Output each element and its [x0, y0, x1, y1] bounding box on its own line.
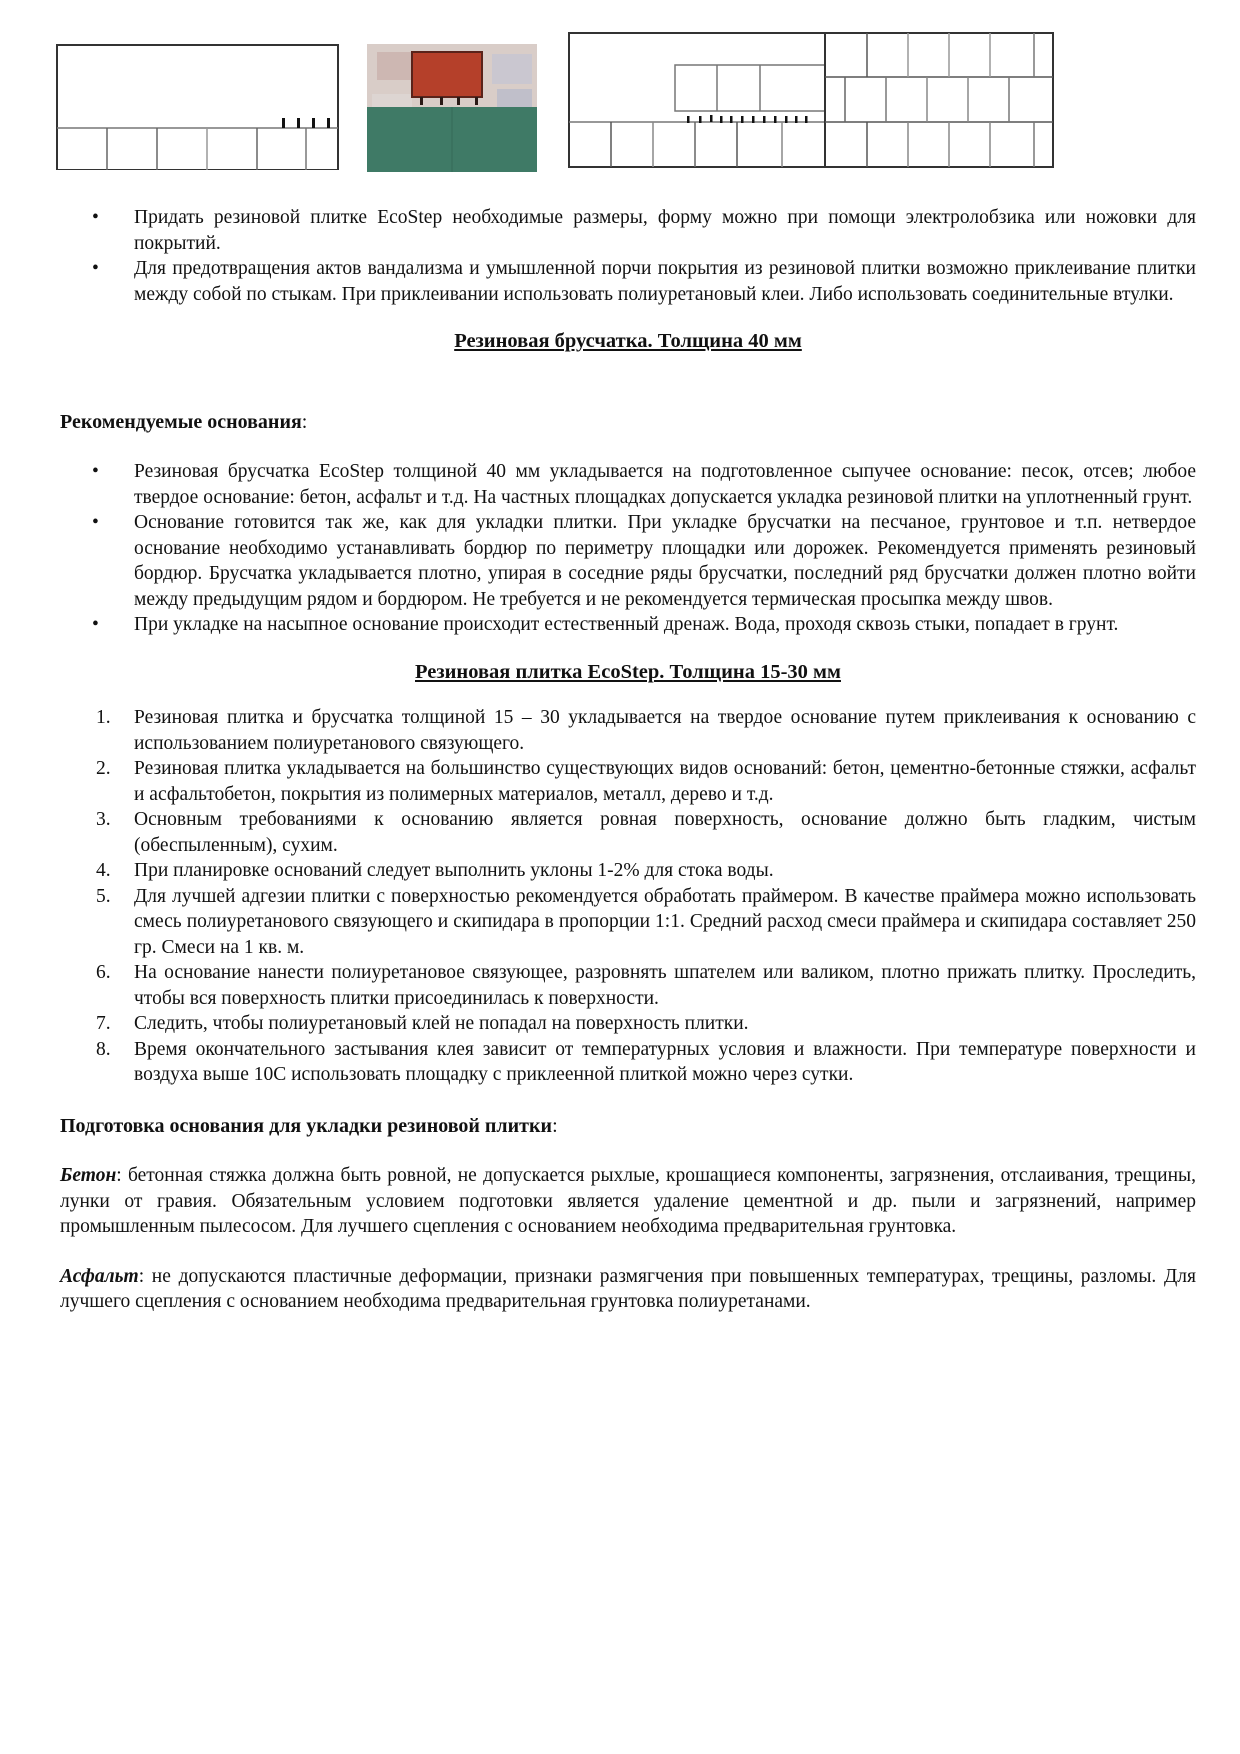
item-number: 8. — [96, 1038, 111, 1060]
list-item — [60, 1037, 1196, 1088]
item-number: 6. — [96, 962, 111, 983]
section-title: Резиновая брусчатка. Толщина 40 мм — [454, 330, 802, 352]
bullet-icon: • — [92, 614, 99, 635]
list-item-text: При укладке на насыпное основание происходит естественный дренаж. Вода, проходя сквозь стыки, попадает в грунт. — [134, 614, 1119, 635]
bullet-icon: • — [92, 461, 99, 482]
list-item-text: Следить, чтобы полиуретановый клей не попадал на поверхность плитки. — [134, 1013, 749, 1034]
section-title: Резиновая плитка EcoStep. Толщина 15-30 мм — [415, 660, 841, 683]
paragraph-text: : не допускаются пластичные деформации, признаки размягчения при повышенных температурах, трещины, разломы. Для лучшего сцепления с основанием необходима предварительная грунтовка полиуретанами. — [60, 1265, 1196, 1312]
subheading-text: Рекомендуемые основания — [60, 410, 302, 433]
list-item — [60, 807, 1196, 858]
list-item — [60, 459, 1196, 510]
subheading-colon: : — [301, 410, 308, 433]
list-item — [60, 1011, 1196, 1037]
paragraph-asphalt — [60, 1264, 1196, 1315]
list-item-text: Время окончательного застывания клея зависит от температурных условия и влажности. При температуре поверхности и воздуха выше 10С использовать площадку с приклеенной плиткой можно через сутки. — [134, 1038, 1196, 1085]
section-subheading — [60, 410, 1196, 436]
bullet-icon: • — [92, 512, 99, 533]
paragraph-lead: Асфальт — [60, 1265, 139, 1287]
item-number: 7. — [96, 1013, 111, 1034]
list-item — [60, 256, 1196, 307]
list-item — [60, 705, 1196, 756]
subheading-text: Подготовка основания для укладки резиновой плитки — [60, 1114, 553, 1137]
figures-row — [0, 40, 1240, 180]
item-number: 2. — [96, 758, 111, 779]
intro-bullet-list — [60, 205, 1196, 307]
list-item — [60, 510, 1196, 612]
bases-bullet-list — [60, 459, 1196, 638]
section-subheading — [60, 1114, 1196, 1140]
bullet-icon: • — [92, 207, 99, 228]
item-number: 1. — [96, 707, 111, 728]
list-item-text: Для предотвращения актов вандализма и умышленной порчи покрытия из резиновой плитки возможно приклеивание плитки между собой по стыкам. При приклеивании использовать полиуретановый клеи. Либо использовать соединительные втулки. — [134, 258, 1196, 305]
photo-red-tile-on-green — [367, 44, 537, 172]
list-item — [60, 756, 1196, 807]
list-item-text: Основание готовится так же, как для укладки плитки. При укладке брусчатки на песчаное, грунтовое и т.п. нетвердое основание необходимо устанавливать бордюр по периметру площадки или дорожек. Рекомендуется применять резиновый бордюр. Брусчатка укладывается плотно, упирая в соседние ряды брусчатки, последний ряд брусчатки должен плотно войти между предыдущим рядом и бордюром. Не требуется и не рекомендуется термическая просыпка между швов. — [134, 512, 1196, 610]
list-item-text: Для лучшей адгезии плитки с поверхностью рекомендуется обработать праймером. В качестве праймера можно использовать смесь полиуретанового связующего и скипидара в пропорции 1:1. Средний расход смеси праймера и скипидара составляет 250 гр. Смеси на 1 кв. м. — [134, 885, 1196, 958]
list-item — [60, 205, 1196, 256]
installation-steps-list — [60, 705, 1196, 1088]
list-item-text: Резиновая брусчатка EcoStep толщиной 40 мм укладывается на подготовленное сыпучее основание: песок, отсев; любое твердое основание: бетон, асфальт и т.д. На частных площадках допускается укладка резиновой плитки на уплотненный грунт. — [134, 461, 1196, 508]
item-number: 4. — [96, 860, 111, 881]
list-item — [60, 884, 1196, 961]
list-item-text: Резиновая плитка и брусчатка толщиной 15 – 30 укладывается на твердое основание путем приклеивания к основанию с использованием полиуретанового связующего. — [134, 707, 1196, 754]
paragraph-text: : бетонная стяжка должна быть ровной, не допускается рыхлые, крошащиеся компоненты, загрязнения, отслаивания, трещины, лунки от гравия. Обязательным условием подготовки является удаление цементной и др. пыли и загрязнений, например промышленным пылесосом. Для лучшего сцепления с основанием необходима предварительная грунтовка. — [60, 1165, 1196, 1237]
paragraph-concrete — [60, 1163, 1196, 1240]
document-body — [60, 205, 1196, 1315]
subheading-colon: : — [552, 1114, 558, 1137]
bullet-icon: • — [92, 258, 99, 279]
diagram-staggered-brick-pattern — [823, 31, 1055, 171]
list-item — [60, 612, 1196, 638]
list-item-text: На основание нанести полиуретановое связующее, разровнять шпателем или валиком, плотно прижать плитку. Проследить, чтобы вся поверхность плитки присоединилась к поверхности. — [134, 962, 1196, 1009]
list-item-text: При планировке оснований следует выполнить уклоны 1-2% для стока воды. — [134, 860, 774, 881]
list-item-text: Резиновая плитка укладывается на большинство существующих видов оснований: бетон, цементно-бетонные стяжки, асфальт и асфальтобетон, покрытия из полимерных материалов, металл, дерево и т.д. — [134, 758, 1196, 805]
item-number: 5. — [96, 885, 111, 907]
paragraph-lead: Бетон — [60, 1165, 117, 1186]
list-item — [60, 858, 1196, 884]
list-item-text: Основным требованиями к основанию является ровная поверхность, основание должно быть гладким, чистым (обеспыленным), сухим. — [134, 809, 1196, 856]
list-item — [60, 960, 1196, 1011]
diagram-single-row-with-connectors — [55, 40, 340, 170]
item-number: 3. — [96, 809, 111, 830]
list-item-text: Придать резиновой плитке EcoStep необходимые размеры, форму можно при помощи электролобзика или ножовки для покрытий. — [134, 207, 1196, 254]
